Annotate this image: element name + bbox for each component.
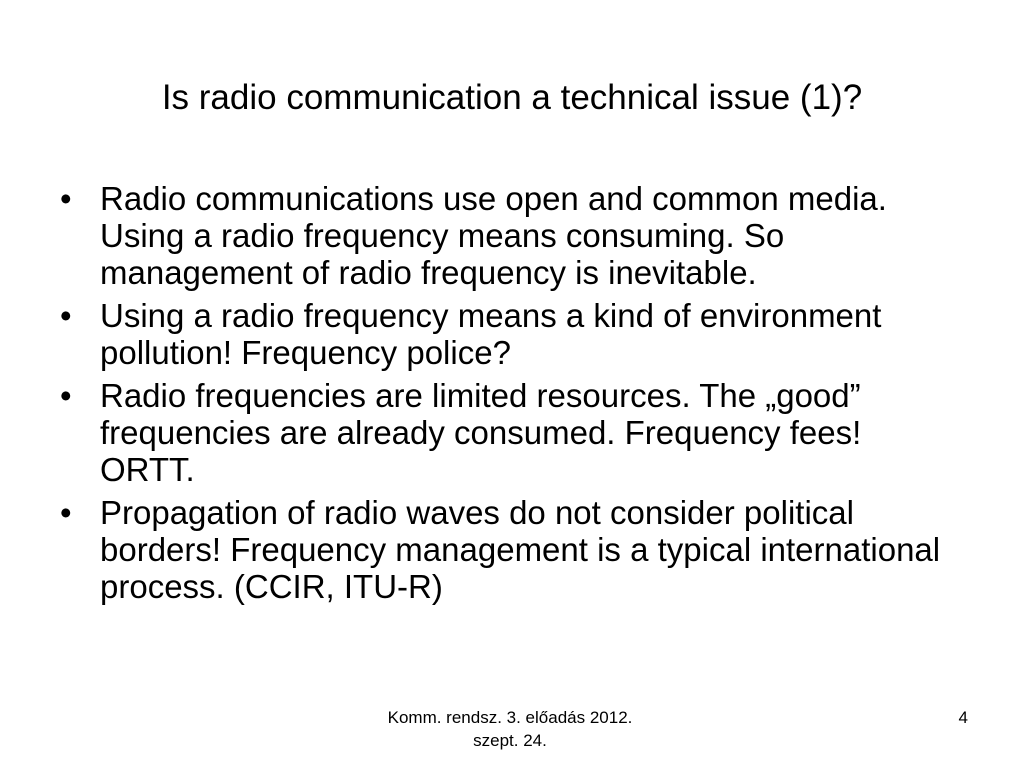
bullet-dot-icon: • <box>60 377 72 414</box>
bullet-item <box>60 297 960 371</box>
bullet-text: Using a radio frequency means a kind of environment pollution! Frequency police? <box>100 297 882 371</box>
bullet-dot-icon: • <box>60 494 72 531</box>
footer-caption <box>360 706 660 752</box>
bullet-dot-icon: • <box>60 180 72 217</box>
bullet-text: Radio communications use open and common media. Using a radio frequency means consuming. So management of radio frequency is inevitable. <box>100 180 887 291</box>
footer-caption-line1: Komm. rendsz. 3. előadás 2012. <box>387 708 633 727</box>
bullet-dot-icon: • <box>60 297 72 334</box>
bullet-text: Radio frequencies are limited resources. The „good” frequencies are already consumed. Frequency fees! ORTT. <box>100 377 862 488</box>
bullet-text: Propagation of radio waves do not consider political borders! Frequency management is a typical international process. (CCIR, ITU-R) <box>100 494 941 605</box>
bullet-item <box>60 180 960 291</box>
bullet-item <box>60 494 960 605</box>
footer-caption-line2: szept. 24. <box>473 731 547 750</box>
slide-title: Is radio communication a technical issue (1)? <box>161 78 863 117</box>
bullet-list <box>60 180 960 611</box>
page-number: 4 <box>958 708 968 727</box>
bullet-item <box>60 377 960 488</box>
